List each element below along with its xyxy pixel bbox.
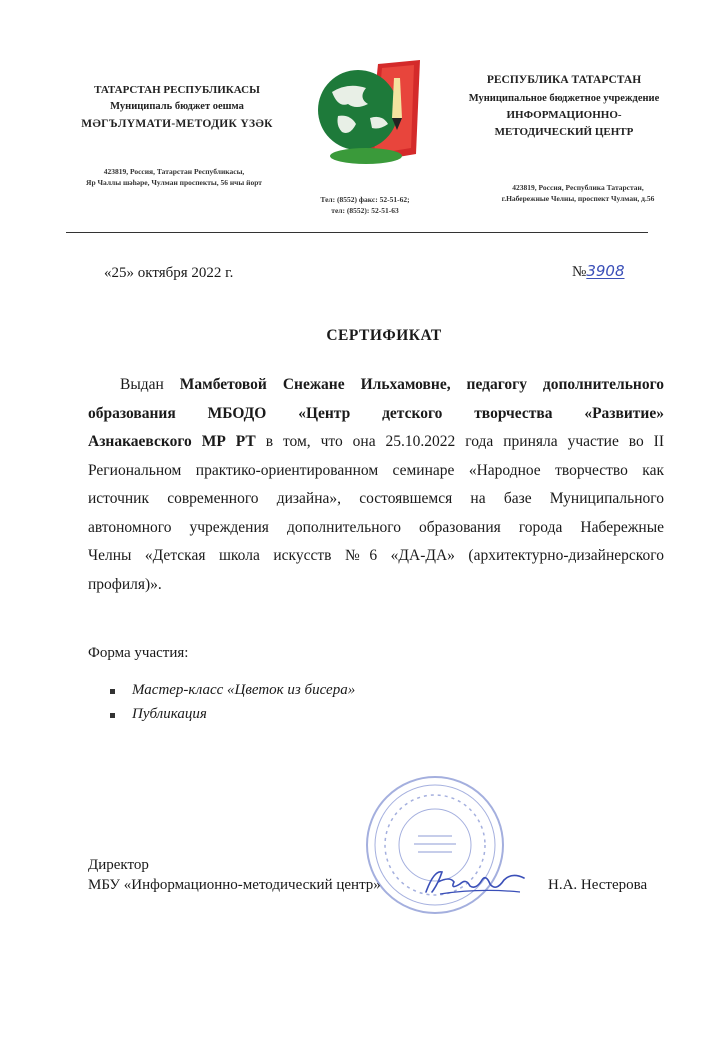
- participation-item: Мастер-класс «Цветок из бисера»: [110, 682, 510, 706]
- header-right-line3: ИНФОРМАЦИОННО-: [506, 109, 622, 121]
- header-right: [436, 74, 692, 138]
- body-line-3-bold: Азнакаевского МР РТ: [88, 433, 256, 450]
- body-line-3-text: в том, что она 25.10.2022 года приняла участие во II: [255, 433, 665, 450]
- header-left-address: [44, 166, 304, 188]
- participation-item: Публикация: [110, 706, 510, 730]
- body-line-1-bold: Мамбетовой Снежане Ильхамовне, педагогу дополнительного: [179, 376, 664, 393]
- header-left-address-line1: 423819, Россия, Татарстан Республикасы,: [103, 167, 245, 176]
- body-line-6: автономного учреждения дополнительного образования города Набережные: [88, 518, 664, 536]
- header-left: [60, 84, 294, 130]
- header-right-line1: РЕСПУБЛИКА ТАТАРСТАН: [486, 74, 642, 86]
- body-line-8: профиля)».: [88, 575, 162, 593]
- document-title: СЕРТИФИКАТ: [326, 327, 442, 344]
- body-line-2-bold: образования МБОДО «Центр детского творчества «Развитие»: [88, 404, 664, 422]
- header-right-line2: Муниципальное бюджетное учреждение: [468, 93, 660, 104]
- signature-role: Директор: [88, 857, 149, 873]
- header-left-line2: Муниципаль бюджет оешма: [110, 101, 244, 112]
- globe-book-logo-icon: [308, 58, 428, 170]
- document-date: «25» октября 2022 г.: [104, 265, 234, 281]
- body-line-1: [88, 371, 664, 400]
- document-number-prefix: №: [572, 264, 587, 280]
- header-divider: [66, 232, 648, 233]
- handwritten-signature: [420, 862, 530, 902]
- organization-logo: [308, 58, 428, 170]
- document-number: [572, 262, 625, 281]
- signature-scribble-icon: [420, 862, 530, 902]
- phone-line1: Тел: (8552) факс: 52-51-62;: [320, 195, 410, 204]
- body-line-3: [88, 428, 664, 457]
- signature-block: [88, 855, 381, 895]
- body-line-7: Челны «Детская школа искусств №6 «ДА-ДА» (архитектурно-дизайнерского: [88, 547, 664, 564]
- signature-name: Н.А. Нестерова: [548, 877, 648, 893]
- signature-org: МБУ «Информационно-методический центр»: [88, 877, 381, 893]
- header-phones: [300, 194, 430, 216]
- header-right-address: [458, 182, 698, 204]
- body-line-2: [88, 400, 664, 429]
- header-right-address-line2: г.Набережные Челны, проспект Чулман, д.56: [501, 194, 655, 203]
- body-line-5: источник современного дизайна», состоявшемся на базе Муниципального: [88, 490, 664, 507]
- header-left-address-line2: Яр Чаллы шәһәре, Чулман проспекты, 56 нчы йорт: [86, 178, 262, 187]
- header-left-line3: МӘГЪЛҮМАТИ-МЕТОДИК ҮЗӘК: [81, 118, 273, 130]
- body-line-4: Региональном практико-ориентированном семинаре «Народное творчество как: [88, 461, 664, 479]
- header-left-line1: ТАТАРСТАН РЕСПУБЛИКАСЫ: [94, 84, 260, 96]
- certificate-body: [88, 371, 664, 599]
- phone-line2: тел: (8552): 52-51-63: [331, 206, 399, 215]
- document-number-handwritten: 3908: [586, 262, 625, 280]
- header-right-line4: МЕТОДИЧЕСКИЙ ЦЕНТР: [494, 126, 634, 138]
- body-line-1-lead: Выдан: [120, 376, 180, 393]
- participation-label: Форма участия:: [88, 645, 189, 661]
- header-right-address-line1: 423819, Россия, Республика Татарстан,: [512, 183, 644, 192]
- participation-list: [110, 682, 510, 730]
